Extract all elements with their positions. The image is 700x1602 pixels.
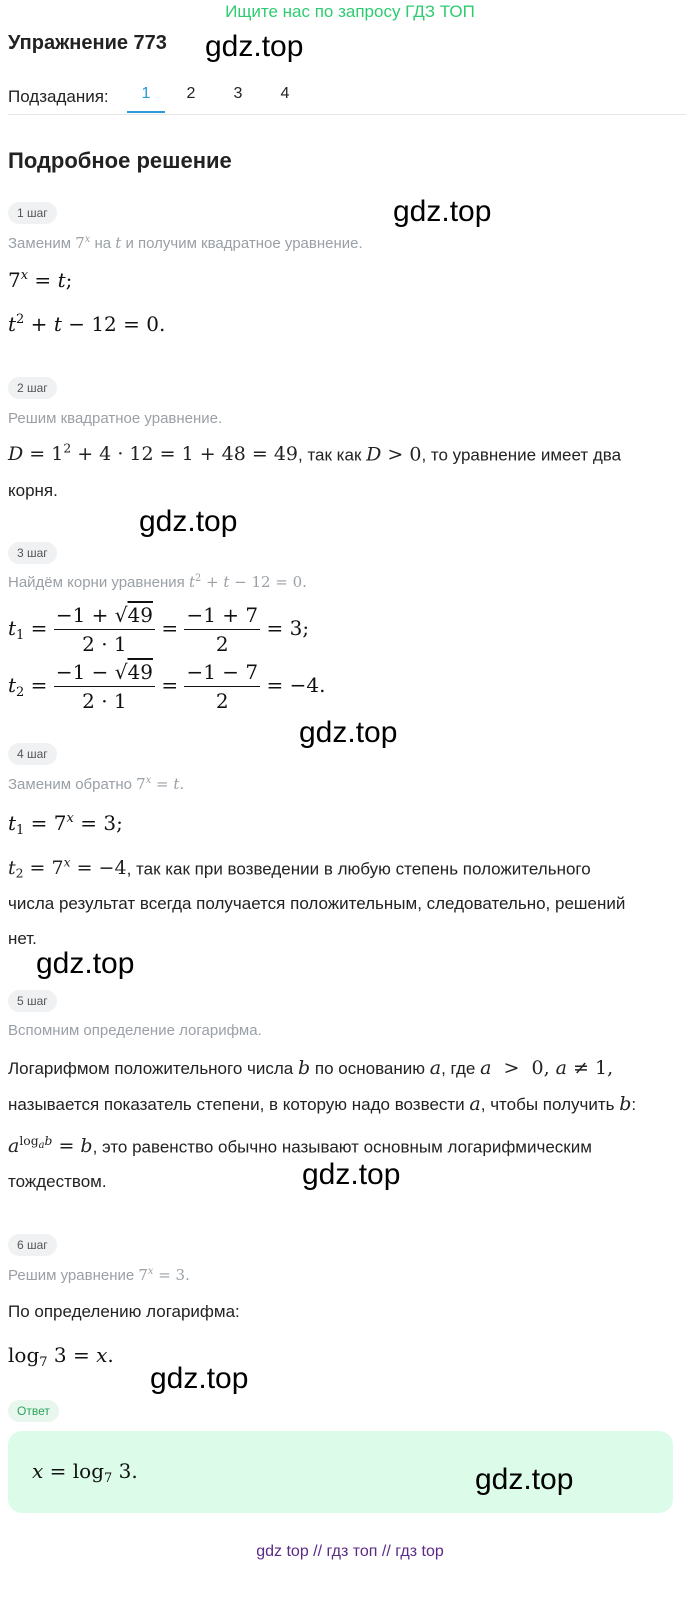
step-badge-3: 3 шаг	[8, 542, 57, 564]
formula-log-equation: $\log_7 3 = x$.	[8, 1343, 114, 1370]
step-hint-2: Решим квадратное уравнение.	[8, 410, 223, 427]
step-hint-4: Заменим обратно $7^x = t$.	[8, 775, 185, 793]
watermark: gdz.top	[302, 1158, 401, 1191]
back-sub-2-line-end: нет.	[8, 929, 37, 948]
footer-link-gdz-top-ru[interactable]: гдз топ	[326, 1543, 378, 1560]
watermark: gdz.top	[150, 1362, 249, 1395]
step-badge-4: 4 шаг	[8, 743, 57, 765]
footer-separator: //	[381, 1543, 391, 1560]
watermark: gdz.top	[205, 30, 304, 63]
answer-formula: $x = \log_7 3$.	[32, 1459, 138, 1486]
footer-link-gdz-top-mixed[interactable]: гдз top	[395, 1543, 444, 1560]
step-hint-3: Найдём корни уравнения $t^2 + t - 12 = 0$.	[8, 573, 307, 591]
discriminant-line: $D = 1^2 + 4 \cdot 12 = 1 + 48 = 49$, так как D > 0, то уравнение имеет два	[8, 442, 622, 466]
back-sub-2-line: $t_2 = 7^x = -4$, так как при возведении в любую степень положительного	[8, 856, 591, 882]
footer-link-gdz-top[interactable]: gdz top	[256, 1543, 309, 1560]
footer-separator: //	[313, 1543, 323, 1560]
active-tab-indicator	[127, 111, 165, 113]
log-identity-line-cont: тождеством.	[8, 1172, 107, 1191]
log-definition-line-1: Логарифмом положительного числа b по основанию a, где a > 0, a ≠ 1,	[8, 1057, 614, 1079]
watermark: gdz.top	[299, 716, 398, 749]
step-badge-2: 2 шаг	[8, 377, 57, 399]
answer-badge: Ответ	[8, 1400, 59, 1422]
discriminant-line-cont: корня.	[8, 481, 58, 500]
step-hint-1: Заменим 7$^x$ на t и получим квадратное уравнение.	[8, 234, 363, 252]
divider	[8, 114, 686, 115]
step-hint-6: Решим уравнение $7^x = 3$.	[8, 1266, 190, 1284]
tab-subtask-2[interactable]: 2	[186, 85, 196, 102]
log-identity-line: $a^{log_ab} = b$, это равенство обычно называют основным логарифмическим	[8, 1134, 592, 1158]
solution-heading: Подробное решение	[8, 148, 232, 173]
formula-quadratic: $t^2 + t - 12 = 0$.	[8, 312, 166, 336]
log-definition-note: По определению логарифма:	[8, 1302, 240, 1321]
step-badge-1: 1 шаг	[8, 202, 57, 224]
promo-banner[interactable]: Ищите нас по запросу ГДЗ ТОП	[225, 2, 475, 21]
step-hint-5: Вспомним определение логарифма.	[8, 1022, 262, 1039]
tab-subtask-1[interactable]: 1	[141, 85, 151, 102]
watermark: gdz.top	[139, 505, 238, 538]
watermark: gdz.top	[36, 947, 135, 980]
step-badge-6: 6 шаг	[8, 1234, 57, 1256]
formula-substitution: $7^x = t$;	[8, 268, 73, 292]
footer-links	[0, 1543, 700, 1561]
formula-root-1: $t_1$ = $\frac{-1 + √49}{2 \cdot 1}$ = $\frac{-1 + 7}{2}$ = 3;	[8, 603, 310, 656]
watermark: gdz.top	[393, 195, 492, 228]
step-badge-5: 5 шаг	[8, 990, 57, 1012]
log-definition-line-2: называется показатель степени, в которую надо возвести a, чтобы получить b:	[8, 1093, 637, 1115]
tab-subtask-3[interactable]: 3	[233, 85, 243, 102]
watermark: gdz.top	[475, 1463, 574, 1496]
formula-root-2: $t_2$ = $\frac{-1 - √49}{2 \cdot 1}$ = $\frac{-1 - 7}{2}$ = −4.	[8, 660, 326, 713]
subtasks-label: Подзадания:	[8, 87, 109, 106]
tab-subtask-4[interactable]: 4	[280, 85, 290, 102]
back-sub-2-line-cont: числа результат всегда получается положительным, следовательно, решений	[8, 894, 626, 913]
page-title: Упражнение 773	[8, 32, 167, 54]
formula-back-sub-1: $t_1 = 7^x = 3$;	[8, 811, 123, 838]
